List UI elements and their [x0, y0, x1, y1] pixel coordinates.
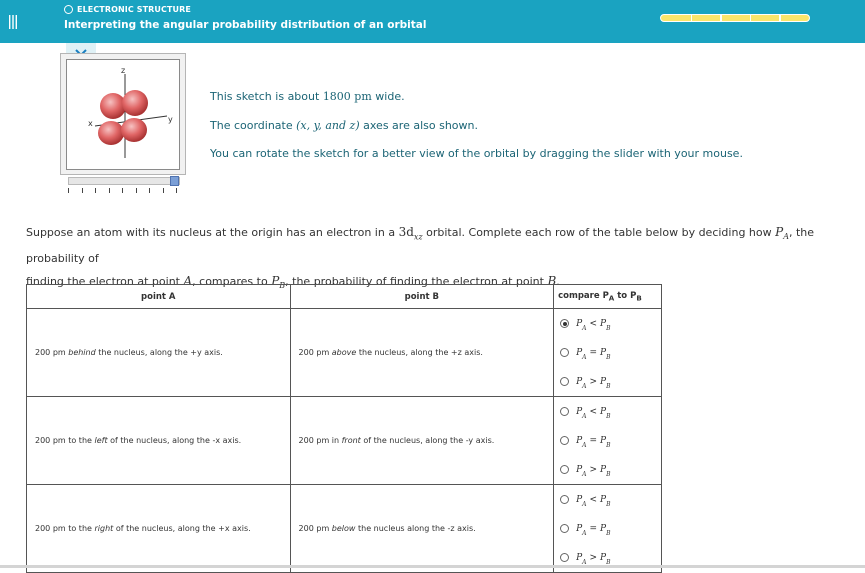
info-line-axes: The coordinate (x, y, and z) axes are also shown. — [210, 119, 478, 132]
compare-expression: P $_A$ > P $_B$ — [576, 464, 611, 478]
radio-button[interactable] — [560, 377, 569, 386]
rotation-slider[interactable] — [68, 176, 180, 192]
compare-expression: P $_A$ > P $_B$ — [576, 376, 611, 390]
orbital-sketch[interactable] — [60, 53, 186, 175]
compare-expression: P $_A$ = P $_B$ — [576, 347, 611, 361]
compare-option[interactable] — [554, 426, 661, 455]
slider-tick — [149, 188, 150, 193]
slider-track[interactable] — [68, 177, 180, 185]
page-title: Interpreting the angular probability distribution of an orbital — [64, 19, 427, 31]
progress-bar — [660, 14, 810, 22]
compare-option[interactable] — [554, 338, 661, 367]
orbital-viewport — [66, 59, 180, 170]
section-label: ELECTRONIC STRUCTURE — [77, 5, 191, 14]
compare-cell — [554, 309, 662, 397]
progress-divider — [691, 15, 693, 22]
table-row — [27, 397, 662, 485]
progress-divider — [750, 15, 752, 22]
slider-tick — [176, 188, 177, 193]
slider-tick — [82, 188, 83, 193]
radio-button[interactable] — [560, 348, 569, 357]
orbital-3d-icon — [67, 60, 179, 169]
compare-expression: P $_A$ > P $_B$ — [576, 552, 611, 566]
point-a-cell: 200 pm to the right of the nucleus, along the +x axis. — [27, 485, 291, 573]
section-header — [64, 5, 191, 14]
axis-label-z: z — [121, 66, 126, 75]
slider-tick — [163, 188, 164, 193]
radio-button[interactable] — [560, 465, 569, 474]
point-b-cell: 200 pm below the nucleus along the -z axis. — [290, 485, 554, 573]
slider-tick — [122, 188, 123, 193]
top-header — [0, 0, 865, 43]
compare-expression: P $_A$ < P $_B$ — [576, 494, 611, 508]
point-b-cell: 200 pm above the nucleus, along the +z axis. — [290, 309, 554, 397]
progress-divider — [779, 15, 781, 22]
info-line-rotate: You can rotate the sketch for a better view of the orbital by dragging the slider with your mouse. — [210, 147, 743, 160]
compare-expression: P $_A$ = P $_B$ — [576, 523, 611, 537]
compare-option[interactable] — [554, 485, 661, 514]
point-b-cell: 200 pm in front of the nucleus, along the -y axis. — [290, 397, 554, 485]
info-line-width: This sketch is about 1800 pm wide. — [210, 90, 405, 103]
compare-option[interactable] — [554, 455, 661, 484]
compare-cell — [554, 397, 662, 485]
compare-expression: P $_A$ < P $_B$ — [576, 406, 611, 420]
compare-cell — [554, 485, 662, 573]
comparison-table — [26, 284, 662, 573]
compare-option[interactable] — [554, 397, 661, 426]
slider-tick — [136, 188, 137, 193]
compare-option[interactable] — [554, 309, 661, 338]
menu-icon[interactable] — [0, 0, 26, 43]
axis-label-x: x — [88, 119, 93, 128]
header-point-b: point B — [290, 285, 554, 309]
slider-tick — [68, 188, 69, 193]
point-a-cell: 200 pm behind the nucleus, along the +y axis. — [27, 309, 291, 397]
header-compare: compare $P_A$ to $P_B$ — [554, 285, 662, 309]
point-a-cell: 200 pm to the left of the nucleus, along the -x axis. — [27, 397, 291, 485]
header-point-a: point A — [27, 285, 291, 309]
compare-option[interactable] — [554, 367, 661, 396]
progress-divider — [720, 15, 722, 22]
table-row — [27, 309, 662, 397]
compare-option[interactable] — [554, 514, 661, 543]
slider-thumb[interactable] — [170, 176, 179, 186]
problem-statement: Suppose an atom with its nucleus at the origin has an electron in a $3d_{xz}$ orbital. Complete each row of the table below by deciding how $P_A$, the probability of finding the electron at point A, compares to $P_B$, the probability of finding the electron at point B. — [26, 225, 815, 291]
section-circle-icon — [64, 5, 73, 14]
radio-button[interactable] — [560, 553, 569, 562]
radio-button[interactable] — [560, 319, 569, 328]
axis-label-y: y — [168, 115, 173, 124]
slider-tick — [95, 188, 96, 193]
radio-button[interactable] — [560, 436, 569, 445]
radio-button[interactable] — [560, 524, 569, 533]
table-row — [27, 485, 662, 573]
radio-button[interactable] — [560, 495, 569, 504]
compare-expression: P $_A$ < P $_B$ — [576, 318, 611, 332]
table-header-row — [27, 285, 662, 309]
compare-expression: P $_A$ = P $_B$ — [576, 435, 611, 449]
slider-tick — [109, 188, 110, 193]
radio-button[interactable] — [560, 407, 569, 416]
